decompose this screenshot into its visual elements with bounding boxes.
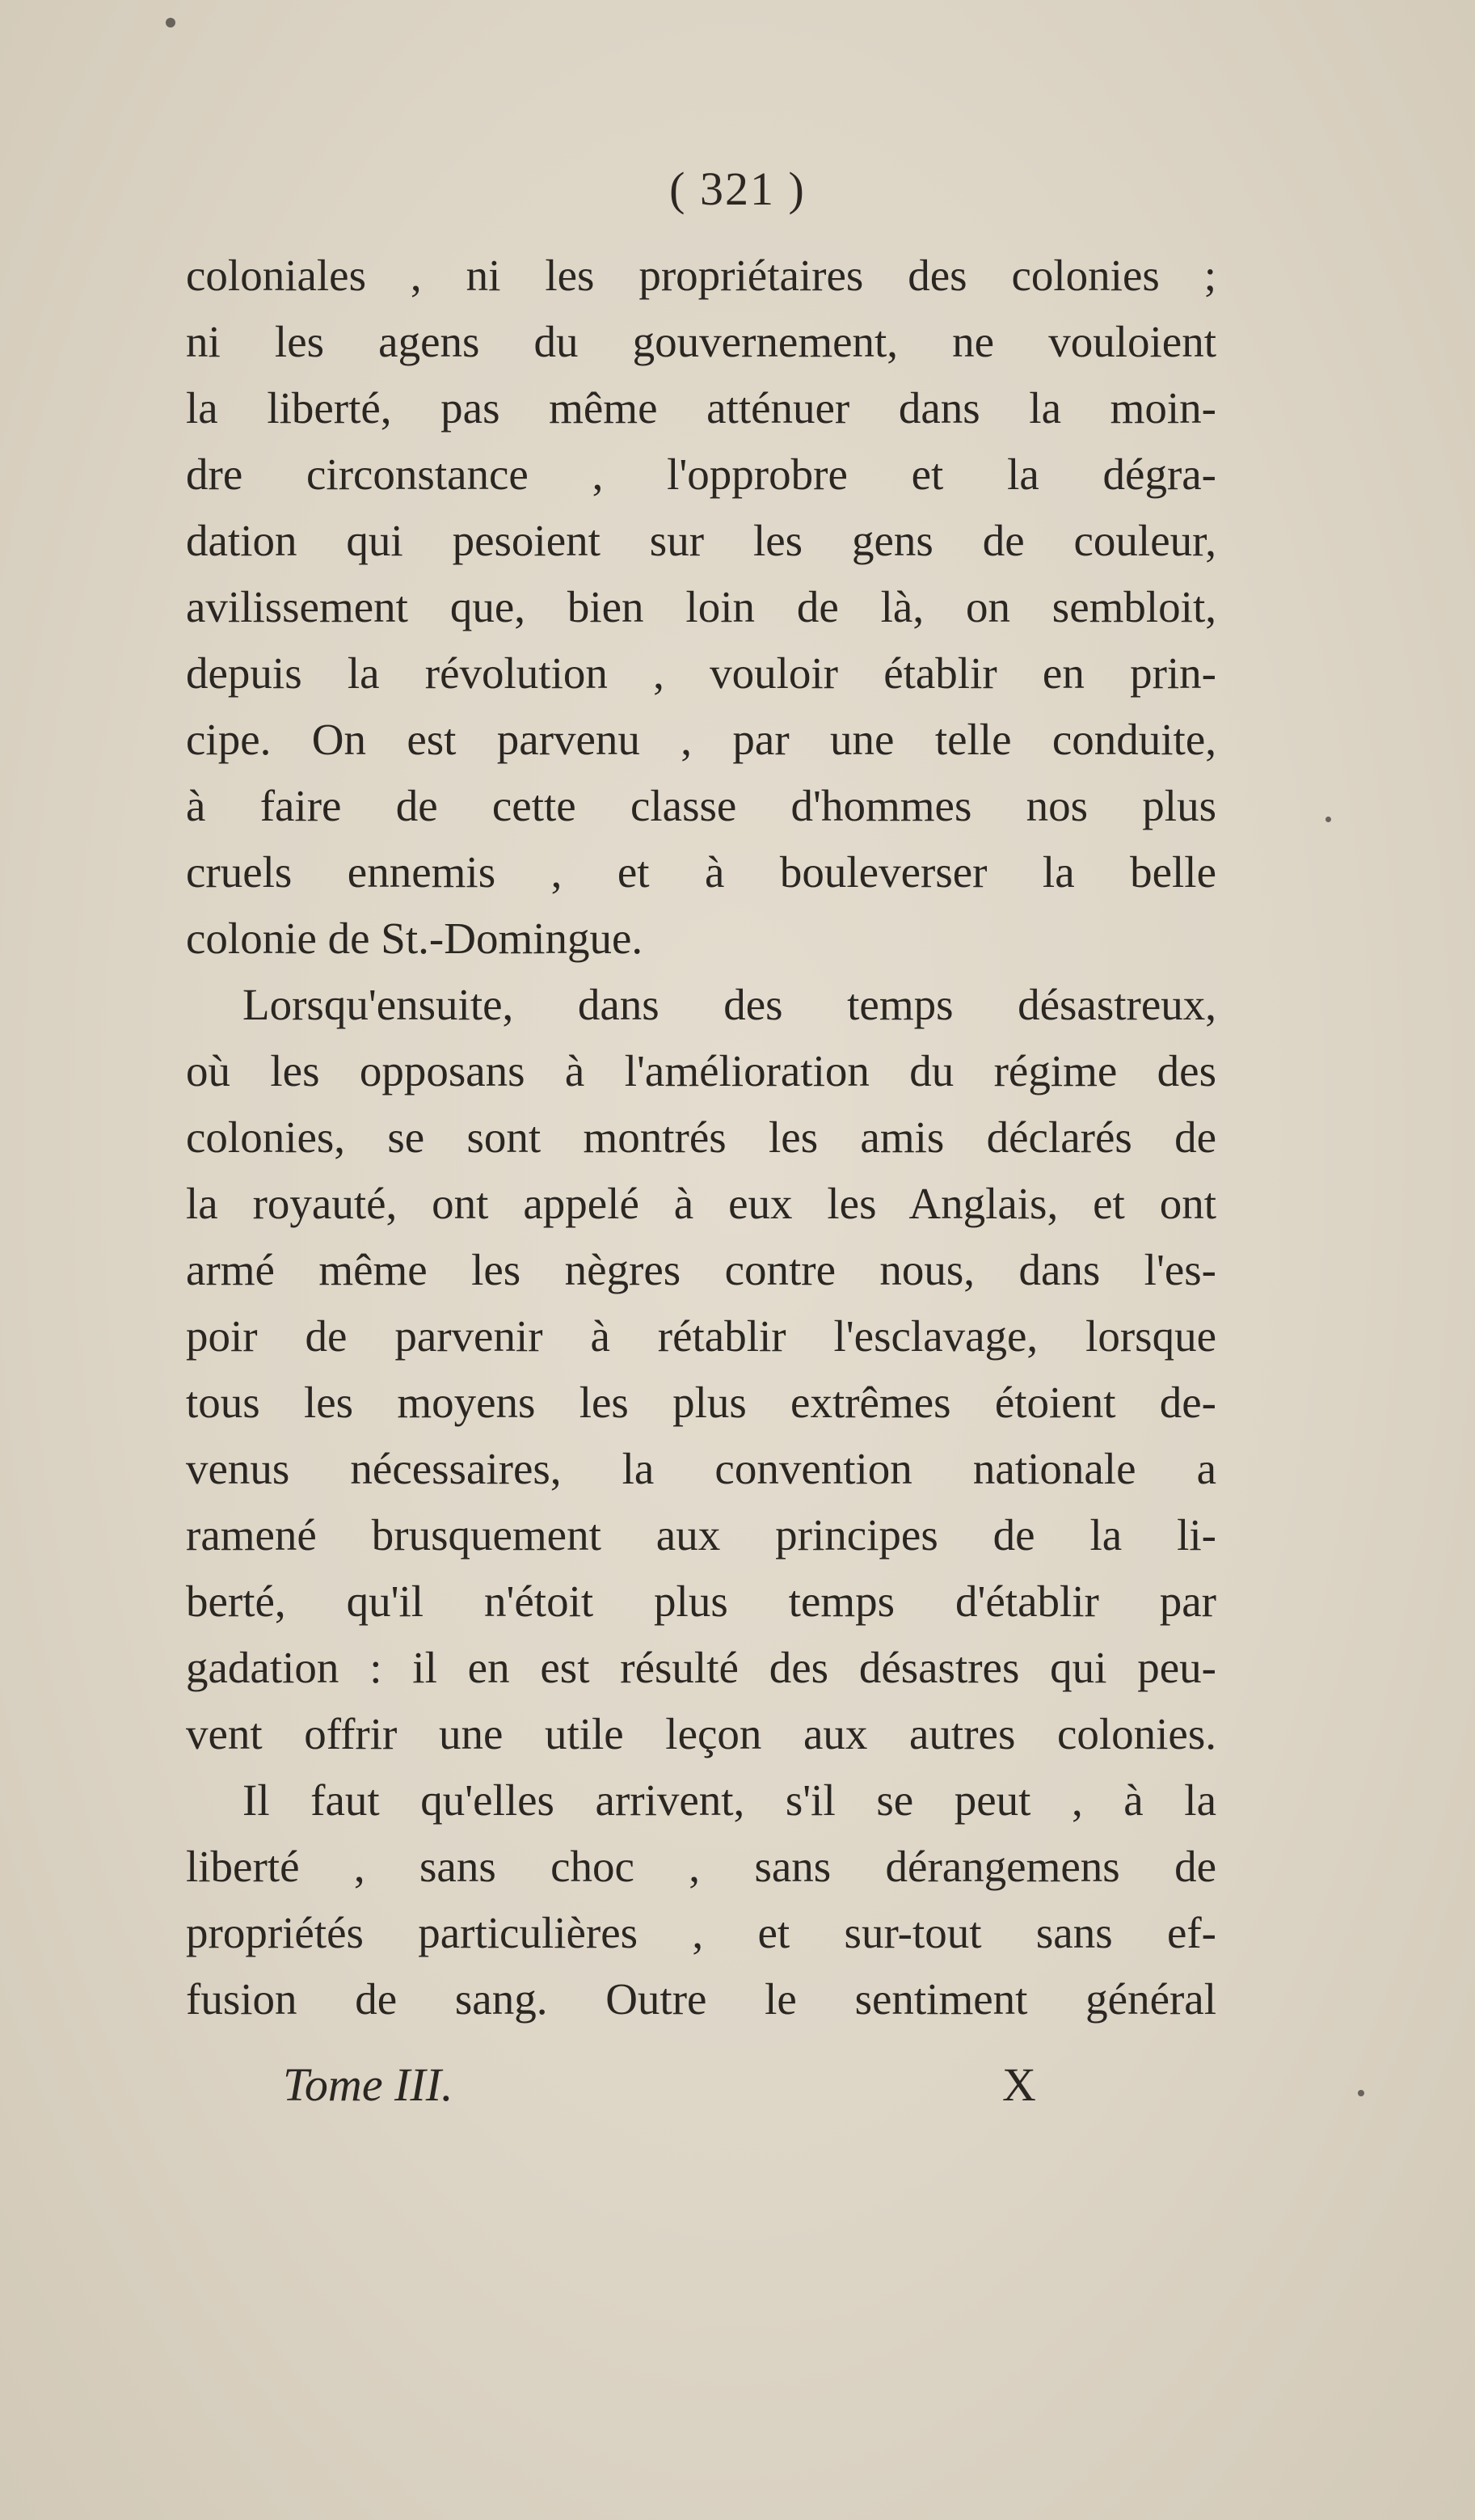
text-line: avilissement que, bien loin de là, on sembloit,: [186, 582, 1216, 631]
text-line: fusion de sang. Outre le sentiment général: [186, 1974, 1216, 2024]
text-line: vent offrir une utile leçon aux autres colonies.: [186, 1709, 1216, 1758]
text-line: dation qui pesoient sur les gens de couleur,: [186, 516, 1216, 565]
text-line: colonie de St.-Domingue.: [186, 914, 643, 963]
text-line: depuis la révolution , vouloir établir en prin-: [186, 648, 1216, 698]
text-line: propriétés particulières , et sur-tout sans ef-: [186, 1908, 1216, 1957]
text-line: gadation : il en est résulté des désastres qui peu-: [186, 1643, 1216, 1692]
text-line: la liberté, pas même atténuer dans la moin-: [186, 383, 1216, 433]
text-line: tous les moyens les plus extrêmes étoient de-: [186, 1378, 1216, 1427]
text-line: dre circonstance , l'opprobre et la dégra-: [186, 450, 1216, 499]
text-line: coloniales , ni les propriétaires des colonies ;: [186, 251, 1216, 300]
text-line: où les opposans à l'amélioration du régime des: [186, 1046, 1216, 1095]
signature-mark: X: [1002, 2058, 1036, 2111]
text-line: la royauté, ont appelé à eux les Anglais, et ont: [186, 1179, 1216, 1228]
text-line: Il faut qu'elles arrivent, s'il se peut , à la: [242, 1775, 1216, 1825]
text-line: à faire de cette classe d'hommes nos plus: [186, 781, 1216, 830]
volume-label: Tome III.: [283, 2058, 453, 2111]
text-line: liberté , sans choc , sans dérangemens de: [186, 1842, 1216, 1891]
text-line: venus nécessaires, la convention nationale a: [186, 1444, 1216, 1493]
page-footer: [0, 2058, 1475, 2130]
page-number: ( 321 ): [669, 163, 806, 215]
text-line: cipe. On est parvenu , par une telle conduite,: [186, 715, 1216, 764]
ink-speck: [166, 18, 175, 27]
text-line: poir de parvenir à rétablir l'esclavage, lorsque: [186, 1311, 1216, 1361]
text-line: armé même les nègres contre nous, dans l'es-: [186, 1245, 1216, 1294]
text-line: ni les agens du gouvernement, ne vouloient: [186, 317, 1216, 366]
text-line: berté, qu'il n'étoit plus temps d'établir par: [186, 1577, 1216, 1626]
ink-speck: [1325, 817, 1331, 822]
text-line: colonies, se sont montrés les amis déclarés de: [186, 1112, 1216, 1162]
body-text: [186, 243, 1216, 2032]
text-line: cruels ennemis , et à bouleverser la belle: [186, 847, 1216, 897]
text-line: ramené brusquement aux principes de la li-: [186, 1510, 1216, 1560]
text-line: Lorsqu'ensuite, dans des temps désastreux,: [242, 980, 1216, 1029]
